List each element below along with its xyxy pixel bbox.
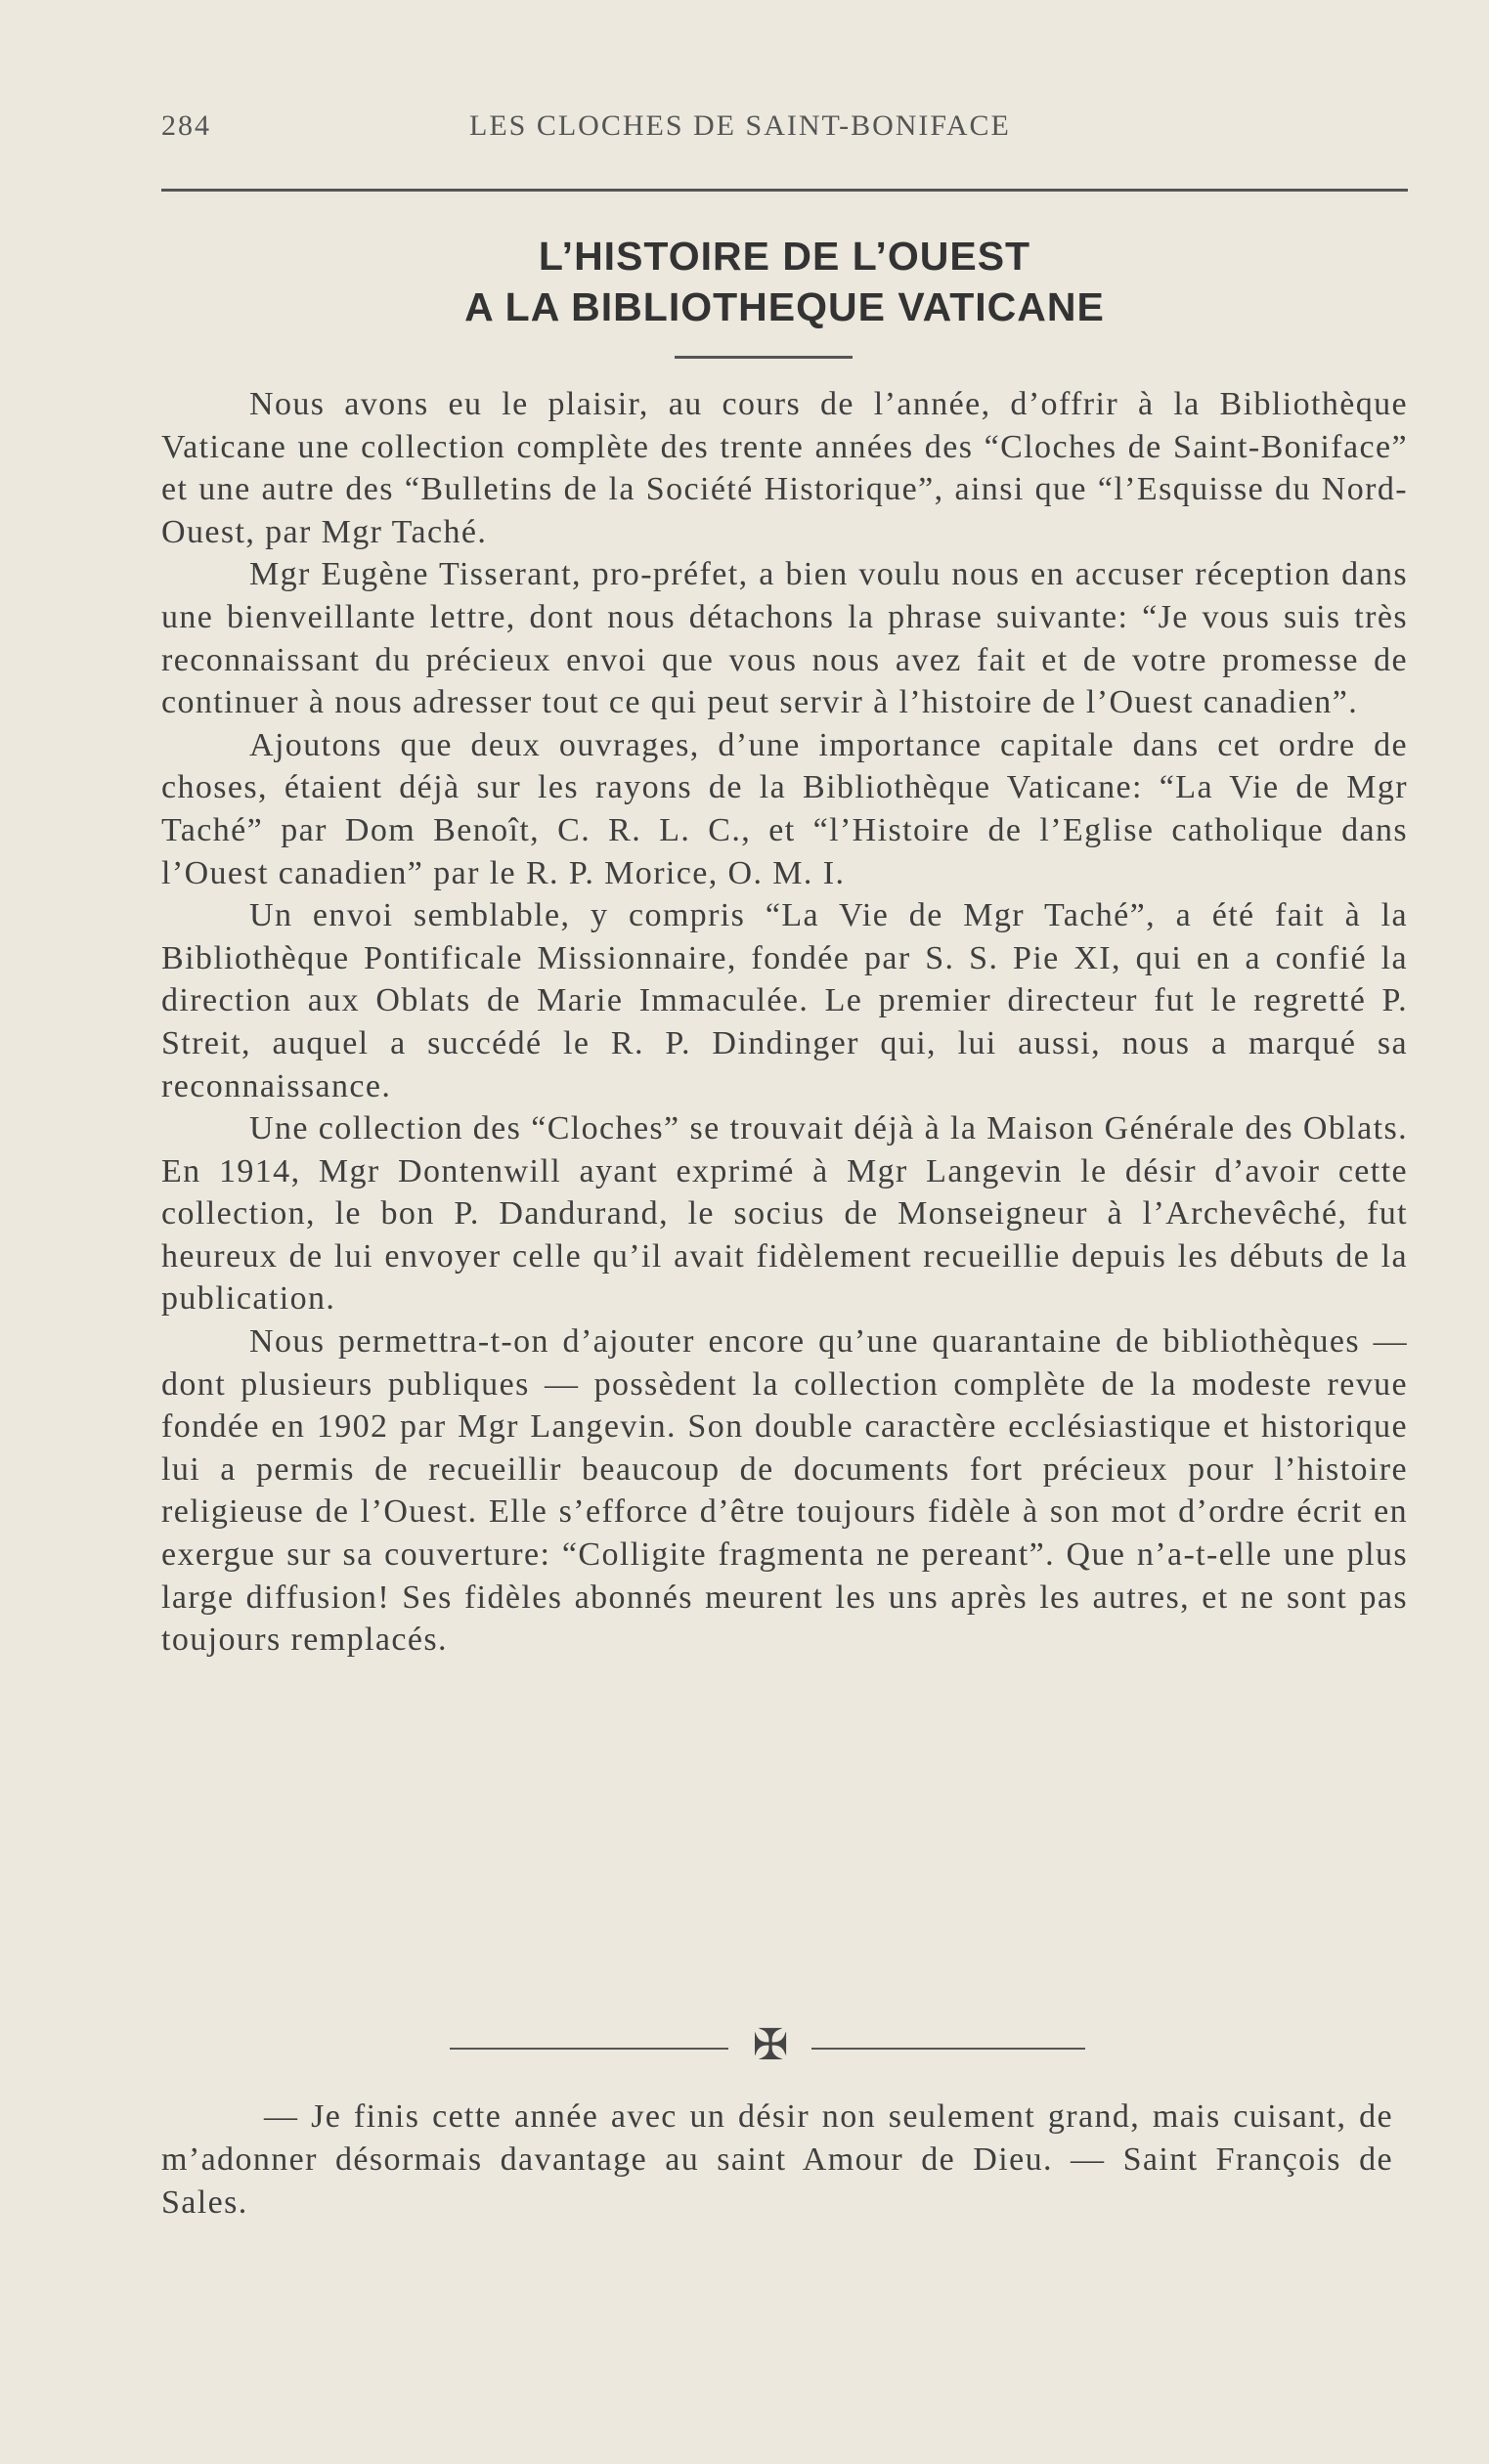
title-rule	[675, 356, 853, 359]
paragraph: Nous avons eu le plaisir, au cours de l’année, d’offrir à la Bibliothèque Vaticane une collection complète des trente années des “Cloches de Saint-Boniface” et une autre des “Bulletins de la Société Historique”, ainsi que “l’Esquisse du Nord-Ouest, par Mgr Taché.	[161, 386, 1408, 550]
paragraph: Nous permettra-t-on d’ajouter encore qu’une quarantaine de bibliothèques — dont plusieurs publiques — possèdent la collection complète de la modeste revue fondée en 1902 par Mgr Langevin. Son double caractère ecclésiastique et historique lui a permis de recueillir beaucoup de documents fort précieux pour l’histoire religieuse de l’Ouest. Elle s’efforce d’être toujours fidèle à son mot d’ordre écrit en exergue sur sa couverture: “Colligite fragmenta ne pereant”. Que n’a-t-elle une plus large diffusion! Ses fidèles abonnés meurent les uns après les autres, et ne sont pas toujours remplacés.	[161, 1323, 1408, 1659]
article-title	[161, 231, 1408, 332]
cross-ornament-icon: ✠	[752, 2020, 789, 2070]
separator-rule-left	[450, 2048, 728, 2050]
paragraph: Une collection des “Cloches” se trouvait déjà à la Maison Générale des Oblats. En 1914, Mgr Dontenwill ayant exprimé à Mgr Langevin le désir d’avoir cette collection, le bon P. Dandurand, le socius de Monseigneur à l’Archevêché, fut heureux de lui envoyer celle qu’il avait fidèlement recueillie depuis les débuts de la publication.	[161, 1110, 1408, 1318]
article-title-line-1: L’HISTOIRE DE L’OUEST	[538, 234, 1031, 279]
paragraph: Ajoutons que deux ouvrages, d’une importance capitale dans cet ordre de choses, étaient déjà sur les rayons de la Bibliothèque Vaticane: “La Vie de Mgr Taché” par Dom Benoît, C. R. L. C., et “l’Histoire de l’Eglise catholique dans l’Ouest canadien” par le R. P. Morice, O. M. I.	[161, 726, 1408, 891]
header-rule	[161, 189, 1408, 192]
journal-title: LES CLOCHES DE SAINT-BONIFACE	[469, 109, 1011, 142]
paragraph: Un envoi semblable, y compris “La Vie de Mgr Taché”, a été fait à la Bibliothèque Pontificale Missionnaire, fondée par S. S. Pie XI, qui en a confié la direction aux Oblats de Marie Immaculée. Le premier directeur fut le regretté P. Streit, auquel a succédé le R. P. Dindinger qui, lui aussi, nous a marqué sa reconnaissance.	[161, 897, 1408, 1104]
section-separator	[450, 2020, 1085, 2076]
article-title-line-2: A LA BIBLIOTHEQUE VATICANE	[464, 284, 1105, 329]
paragraph: Mgr Eugène Tisserant, pro-préfet, a bien voulu nous en accuser réception dans une bienveillante lettre, dont nous détachons la phrase suivante: “Je vous suis très reconnaissant du précieux envoi que vous nous avez fait et de votre promesse de continuer à nous adresser tout ce qui peut servir à l’histoire de l’Ouest canadien”.	[161, 556, 1408, 721]
separator-rule-right	[811, 2048, 1085, 2050]
page-number: 284	[161, 109, 211, 142]
article-body	[161, 383, 1408, 1662]
closing-quote	[161, 2096, 1393, 2225]
quote-text: — Je finis cette année avec un désir non seulement grand, mais cuisant, de m’adonner désormais davantage au saint Amour de Dieu. — Saint François de Sales.	[161, 2098, 1393, 2221]
running-head	[161, 109, 1408, 149]
